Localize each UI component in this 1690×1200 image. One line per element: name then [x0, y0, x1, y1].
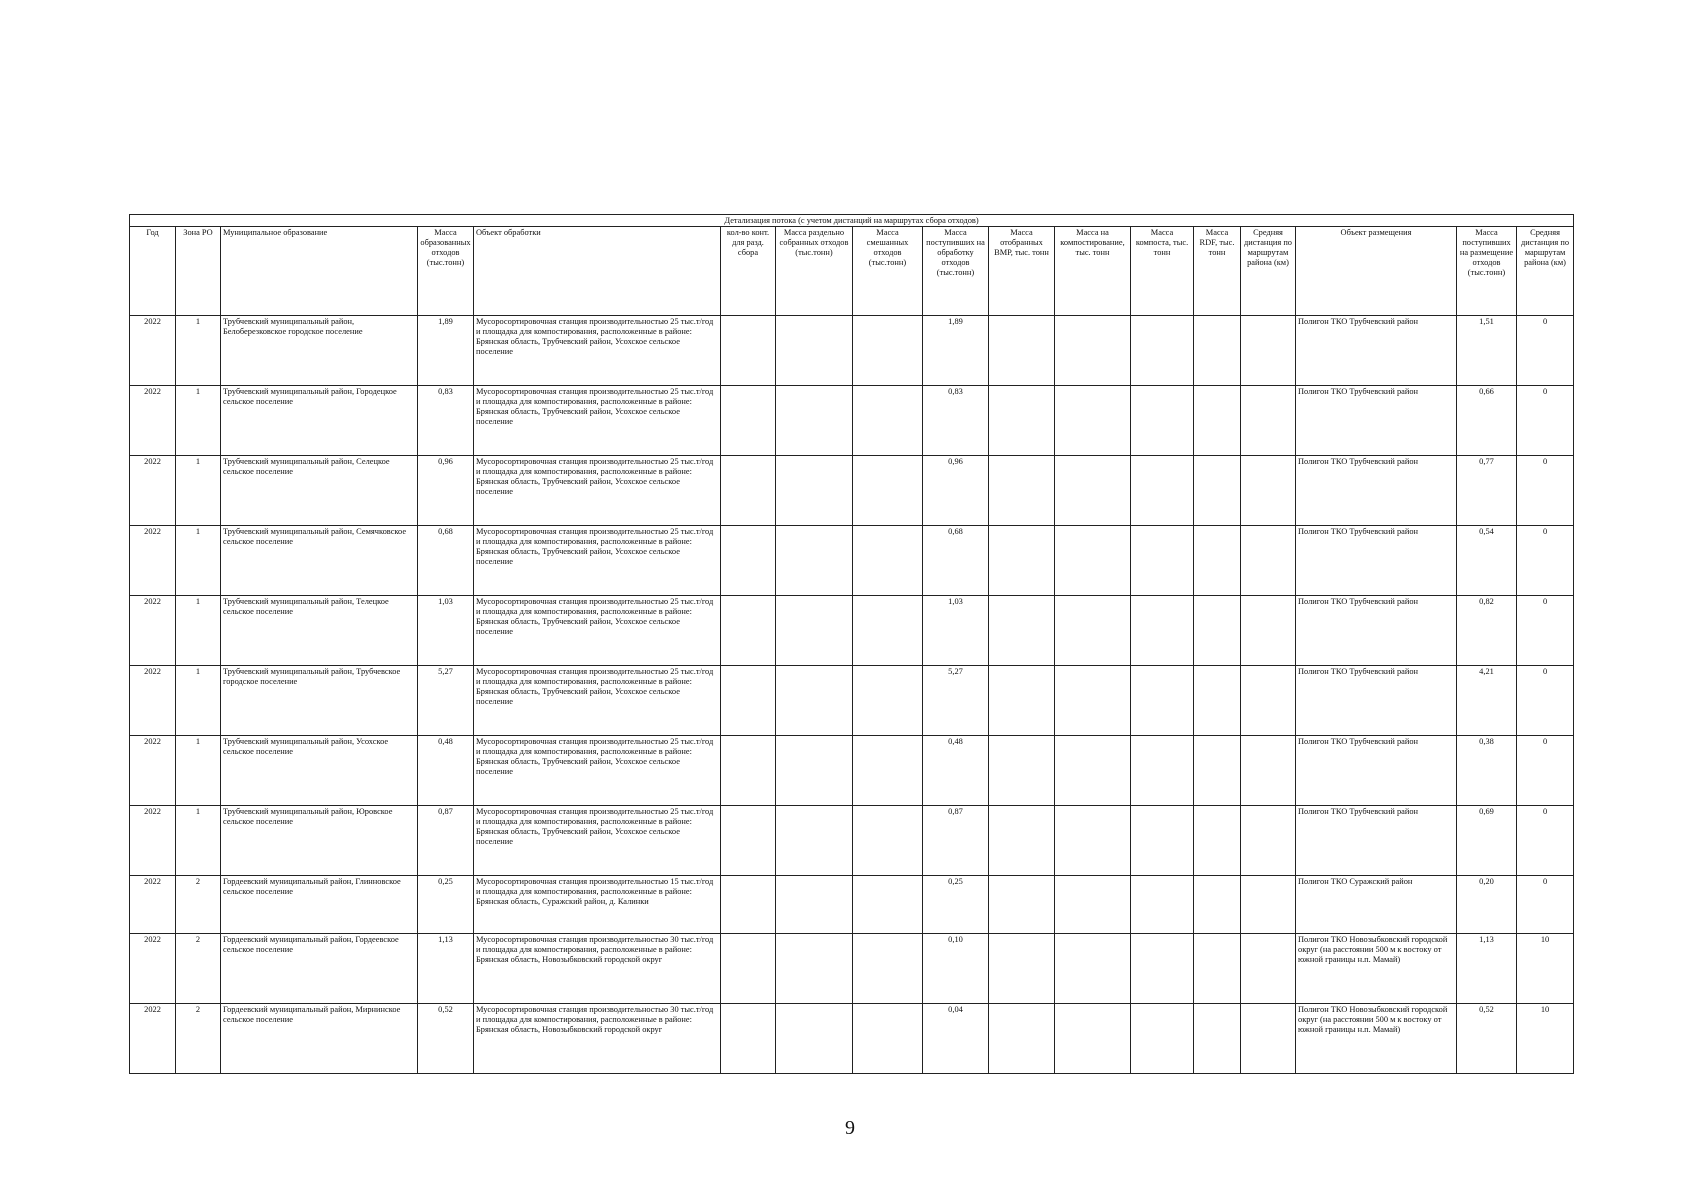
cell-received-mass: 0,10	[923, 934, 989, 1004]
cell-year: 2022	[130, 934, 176, 1004]
cell-avg-distance-1	[1241, 666, 1296, 736]
cell-avg-distance-2: 0	[1517, 596, 1574, 666]
cell-processing-object: Мусоросортировочная станция производительностью 25 тыс.т/год и площадка для компостирования, расположенные в районе: Брянская область, Трубчевский район, Усохское сельское поселение	[474, 736, 721, 806]
cell-zone: 1	[176, 806, 221, 876]
cell-containers	[721, 666, 776, 736]
cell-rdf-mass	[1194, 316, 1241, 386]
col-header-municipality: Муниципальное образование	[221, 227, 418, 316]
cell-mixed-mass	[853, 736, 923, 806]
cell-avg-distance-2: 10	[1517, 1004, 1574, 1074]
cell-avg-distance-1	[1241, 736, 1296, 806]
cell-municipality: Трубчевский муниципальный район, Юровское сельское поселение	[221, 806, 418, 876]
cell-compost-mass	[1131, 876, 1194, 934]
cell-avg-distance-2: 0	[1517, 876, 1574, 934]
cell-vmr-mass	[989, 736, 1055, 806]
cell-compost-in-mass	[1055, 386, 1131, 456]
cell-municipality: Трубчевский муниципальный район, Белоберезковское городское поселение	[221, 316, 418, 386]
cell-year: 2022	[130, 526, 176, 596]
col-header-generated-mass: Масса образованных отходов (тыс.тонн)	[418, 227, 474, 316]
cell-avg-distance-2: 0	[1517, 386, 1574, 456]
table-row	[130, 456, 1574, 526]
cell-generated-mass: 5,27	[418, 666, 474, 736]
cell-zone: 1	[176, 316, 221, 386]
cell-separate-mass	[776, 1004, 853, 1074]
cell-year: 2022	[130, 1004, 176, 1074]
col-header-avg-distance-1: Средняя дистанция по маршрутам района (км)	[1241, 227, 1296, 316]
col-header-mixed-mass: Масса смешанных отходов (тыс.тонн)	[853, 227, 923, 316]
cell-received-mass: 0,83	[923, 386, 989, 456]
cell-mixed-mass	[853, 806, 923, 876]
cell-generated-mass: 0,52	[418, 1004, 474, 1074]
cell-processing-object: Мусоросортировочная станция производительностью 30 тыс.т/год и площадка для компостирования, расположенные в районе: Брянская область, Новозыбковский городской округ	[474, 934, 721, 1004]
cell-rdf-mass	[1194, 1004, 1241, 1074]
cell-mixed-mass	[853, 386, 923, 456]
cell-mixed-mass	[853, 1004, 923, 1074]
cell-compost-mass	[1131, 934, 1194, 1004]
cell-compost-in-mass	[1055, 456, 1131, 526]
table-row	[130, 876, 1574, 934]
cell-generated-mass: 1,03	[418, 596, 474, 666]
cell-compost-in-mass	[1055, 666, 1131, 736]
cell-compost-in-mass	[1055, 736, 1131, 806]
cell-vmr-mass	[989, 456, 1055, 526]
cell-avg-distance-1	[1241, 386, 1296, 456]
cell-municipality: Трубчевский муниципальный район, Телецкое сельское поселение	[221, 596, 418, 666]
cell-avg-distance-1	[1241, 456, 1296, 526]
cell-municipality: Трубчевский муниципальный район, Селецкое сельское поселение	[221, 456, 418, 526]
cell-compost-in-mass	[1055, 806, 1131, 876]
cell-year: 2022	[130, 736, 176, 806]
cell-generated-mass: 0,68	[418, 526, 474, 596]
cell-received-mass: 0,68	[923, 526, 989, 596]
cell-placed-mass: 1,51	[1457, 316, 1517, 386]
cell-year: 2022	[130, 876, 176, 934]
table-row	[130, 316, 1574, 386]
cell-generated-mass: 1,89	[418, 316, 474, 386]
cell-containers	[721, 386, 776, 456]
cell-avg-distance-1	[1241, 876, 1296, 934]
cell-vmr-mass	[989, 316, 1055, 386]
col-header-avg-distance-2: Средняя дистанция по маршрутам района (км)	[1517, 227, 1574, 316]
cell-avg-distance-1	[1241, 806, 1296, 876]
cell-zone: 1	[176, 736, 221, 806]
cell-containers	[721, 876, 776, 934]
cell-processing-object: Мусоросортировочная станция производительностью 25 тыс.т/год и площадка для компостирования, расположенные в районе: Брянская область, Трубчевский район, Усохское сельское поселение	[474, 386, 721, 456]
cell-placed-mass: 0,38	[1457, 736, 1517, 806]
cell-avg-distance-1	[1241, 596, 1296, 666]
cell-avg-distance-2: 0	[1517, 316, 1574, 386]
cell-processing-object: Мусоросортировочная станция производительностью 25 тыс.т/год и площадка для компостирования, расположенные в районе: Брянская область, Трубчевский район, Усохское сельское поселение	[474, 316, 721, 386]
cell-placement-object: Полигон ТКО Трубчевский район	[1296, 386, 1457, 456]
cell-vmr-mass	[989, 876, 1055, 934]
cell-rdf-mass	[1194, 386, 1241, 456]
cell-mixed-mass	[853, 934, 923, 1004]
cell-compost-mass	[1131, 316, 1194, 386]
cell-compost-mass	[1131, 526, 1194, 596]
cell-zone: 2	[176, 1004, 221, 1074]
cell-processing-object: Мусоросортировочная станция производительностью 25 тыс.т/год и площадка для компостирования, расположенные в районе: Брянская область, Трубчевский район, Усохское сельское поселение	[474, 666, 721, 736]
cell-separate-mass	[776, 456, 853, 526]
cell-mixed-mass	[853, 526, 923, 596]
cell-rdf-mass	[1194, 456, 1241, 526]
cell-placed-mass: 0,77	[1457, 456, 1517, 526]
cell-year: 2022	[130, 806, 176, 876]
table-row	[130, 1004, 1574, 1074]
cell-placement-object: Полигон ТКО Трубчевский район	[1296, 526, 1457, 596]
cell-municipality: Трубчевский муниципальный район, Усохское сельское поселение	[221, 736, 418, 806]
cell-zone: 2	[176, 934, 221, 1004]
cell-rdf-mass	[1194, 666, 1241, 736]
cell-year: 2022	[130, 386, 176, 456]
cell-generated-mass: 0,48	[418, 736, 474, 806]
cell-separate-mass	[776, 666, 853, 736]
table-row	[130, 736, 1574, 806]
cell-separate-mass	[776, 596, 853, 666]
cell-placement-object: Полигон ТКО Новозыбковский городской округ (на расстоянии 500 м к востоку от южной границы н.п. Мамай)	[1296, 1004, 1457, 1074]
cell-rdf-mass	[1194, 596, 1241, 666]
cell-containers	[721, 456, 776, 526]
cell-municipality: Трубчевский муниципальный район, Городецкое сельское поселение	[221, 386, 418, 456]
cell-compost-in-mass	[1055, 526, 1131, 596]
cell-zone: 1	[176, 666, 221, 736]
cell-received-mass: 1,89	[923, 316, 989, 386]
cell-municipality: Гордеевский муниципальный район, Мирнинское сельское поселение	[221, 1004, 418, 1074]
cell-received-mass: 0,96	[923, 456, 989, 526]
cell-rdf-mass	[1194, 526, 1241, 596]
col-header-zone: Зона РО	[176, 227, 221, 316]
cell-containers	[721, 934, 776, 1004]
cell-received-mass: 0,04	[923, 1004, 989, 1074]
cell-processing-object: Мусоросортировочная станция производительностью 25 тыс.т/год и площадка для компостирования, расположенные в районе: Брянская область, Трубчевский район, Усохское сельское поселение	[474, 526, 721, 596]
cell-placement-object: Полигон ТКО Трубчевский район	[1296, 806, 1457, 876]
col-header-vmr-mass: Масса отобранных ВМР, тыс. тонн	[989, 227, 1055, 316]
cell-placement-object: Полигон ТКО Трубчевский район	[1296, 666, 1457, 736]
cell-avg-distance-1	[1241, 1004, 1296, 1074]
col-header-compost-in-mass: Масса на компостирование, тыс. тонн	[1055, 227, 1131, 316]
cell-generated-mass: 1,13	[418, 934, 474, 1004]
cell-separate-mass	[776, 876, 853, 934]
cell-placed-mass: 0,82	[1457, 596, 1517, 666]
cell-avg-distance-1	[1241, 526, 1296, 596]
cell-municipality: Гордеевский муниципальный район, Глинновское сельское поселение	[221, 876, 418, 934]
cell-avg-distance-1	[1241, 316, 1296, 386]
table-row	[130, 666, 1574, 736]
cell-compost-in-mass	[1055, 876, 1131, 934]
cell-year: 2022	[130, 316, 176, 386]
cell-compost-mass	[1131, 596, 1194, 666]
cell-received-mass: 0,87	[923, 806, 989, 876]
cell-processing-object: Мусоросортировочная станция производительностью 15 тыс.т/год и площадка для компостирования, расположенные в районе: Брянская область, Суражский район, д. Калинки	[474, 876, 721, 934]
cell-placed-mass: 0,52	[1457, 1004, 1517, 1074]
cell-rdf-mass	[1194, 876, 1241, 934]
cell-avg-distance-2: 0	[1517, 526, 1574, 596]
cell-vmr-mass	[989, 934, 1055, 1004]
cell-placement-object: Полигон ТКО Трубчевский район	[1296, 596, 1457, 666]
cell-rdf-mass	[1194, 736, 1241, 806]
cell-vmr-mass	[989, 666, 1055, 736]
col-header-processing-object: Объект обработки	[474, 227, 721, 316]
cell-year: 2022	[130, 666, 176, 736]
cell-containers	[721, 1004, 776, 1074]
cell-vmr-mass	[989, 806, 1055, 876]
cell-containers	[721, 736, 776, 806]
cell-containers	[721, 526, 776, 596]
cell-rdf-mass	[1194, 934, 1241, 1004]
cell-received-mass: 5,27	[923, 666, 989, 736]
cell-placement-object: Полигон ТКО Суражский район	[1296, 876, 1457, 934]
cell-avg-distance-2: 0	[1517, 456, 1574, 526]
cell-compost-mass	[1131, 736, 1194, 806]
cell-compost-in-mass	[1055, 596, 1131, 666]
table-row	[130, 596, 1574, 666]
cell-municipality: Трубчевский муниципальный район, Трубчевское городское поселение	[221, 666, 418, 736]
cell-received-mass: 0,48	[923, 736, 989, 806]
cell-compost-mass	[1131, 806, 1194, 876]
cell-generated-mass: 0,25	[418, 876, 474, 934]
cell-municipality: Гордеевский муниципальный район, Гордеевское сельское поселение	[221, 934, 418, 1004]
cell-mixed-mass	[853, 666, 923, 736]
cell-mixed-mass	[853, 456, 923, 526]
cell-avg-distance-2: 0	[1517, 806, 1574, 876]
cell-containers	[721, 316, 776, 386]
cell-processing-object: Мусоросортировочная станция производительностью 25 тыс.т/год и площадка для компостирования, расположенные в районе: Брянская область, Трубчевский район, Усохское сельское поселение	[474, 596, 721, 666]
cell-compost-in-mass	[1055, 1004, 1131, 1074]
col-header-received-mass: Масса поступивших на обработку отходов (тыс.тонн)	[923, 227, 989, 316]
cell-rdf-mass	[1194, 806, 1241, 876]
cell-year: 2022	[130, 456, 176, 526]
cell-zone: 1	[176, 596, 221, 666]
cell-generated-mass: 0,96	[418, 456, 474, 526]
cell-zone: 1	[176, 386, 221, 456]
cell-compost-mass	[1131, 1004, 1194, 1074]
table-row	[130, 386, 1574, 456]
cell-received-mass: 1,03	[923, 596, 989, 666]
cell-zone: 1	[176, 526, 221, 596]
cell-placed-mass: 0,66	[1457, 386, 1517, 456]
cell-processing-object: Мусоросортировочная станция производительностью 25 тыс.т/год и площадка для компостирования, расположенные в районе: Брянская область, Трубчевский район, Усохское сельское поселение	[474, 806, 721, 876]
col-header-separate-mass: Масса раздельно собранных отходов (тыс.тонн)	[776, 227, 853, 316]
cell-avg-distance-2: 10	[1517, 934, 1574, 1004]
cell-vmr-mass	[989, 596, 1055, 666]
waste-flow-table	[129, 214, 1574, 1074]
cell-separate-mass	[776, 526, 853, 596]
table-row	[130, 934, 1574, 1004]
cell-processing-object: Мусоросортировочная станция производительностью 25 тыс.т/год и площадка для компостирования, расположенные в районе: Брянская область, Трубчевский район, Усохское сельское поселение	[474, 456, 721, 526]
cell-compost-in-mass	[1055, 934, 1131, 1004]
cell-separate-mass	[776, 934, 853, 1004]
cell-placed-mass: 0,69	[1457, 806, 1517, 876]
cell-compost-in-mass	[1055, 316, 1131, 386]
cell-vmr-mass	[989, 386, 1055, 456]
cell-placed-mass: 0,54	[1457, 526, 1517, 596]
table-caption: Детализация потока (с учетом дистанций на маршрутах сбора отходов)	[130, 215, 1574, 227]
col-header-placement-object: Объект размещения	[1296, 227, 1457, 316]
page-number: 9	[845, 1117, 855, 1139]
cell-mixed-mass	[853, 316, 923, 386]
cell-processing-object: Мусоросортировочная станция производительностью 30 тыс.т/год и площадка для компостирования, расположенные в районе: Брянская область, Новозыбковский городской округ	[474, 1004, 721, 1074]
cell-placed-mass: 4,21	[1457, 666, 1517, 736]
col-header-compost-mass: Масса компоста, тыс. тонн	[1131, 227, 1194, 316]
cell-compost-mass	[1131, 386, 1194, 456]
cell-containers	[721, 596, 776, 666]
cell-vmr-mass	[989, 1004, 1055, 1074]
cell-avg-distance-2: 0	[1517, 736, 1574, 806]
cell-placement-object: Полигон ТКО Трубчевский район	[1296, 736, 1457, 806]
cell-compost-mass	[1131, 456, 1194, 526]
cell-placement-object: Полигон ТКО Трубчевский район	[1296, 456, 1457, 526]
cell-generated-mass: 0,87	[418, 806, 474, 876]
cell-zone: 2	[176, 876, 221, 934]
table-body	[130, 316, 1574, 1074]
cell-placed-mass: 1,13	[1457, 934, 1517, 1004]
col-header-rdf-mass: Масса RDF, тыс. тонн	[1194, 227, 1241, 316]
cell-separate-mass	[776, 736, 853, 806]
cell-separate-mass	[776, 386, 853, 456]
table-row	[130, 526, 1574, 596]
col-header-placed-mass: Масса поступивших на размещение отходов (тыс.тонн)	[1457, 227, 1517, 316]
cell-generated-mass: 0,83	[418, 386, 474, 456]
cell-avg-distance-2: 0	[1517, 666, 1574, 736]
cell-separate-mass	[776, 316, 853, 386]
table-row	[130, 806, 1574, 876]
cell-placement-object: Полигон ТКО Новозыбковский городской округ (на расстоянии 500 м к востоку от южной границы н.п. Мамай)	[1296, 934, 1457, 1004]
cell-vmr-mass	[989, 526, 1055, 596]
cell-mixed-mass	[853, 596, 923, 666]
cell-placement-object: Полигон ТКО Трубчевский район	[1296, 316, 1457, 386]
cell-zone: 1	[176, 456, 221, 526]
cell-received-mass: 0,25	[923, 876, 989, 934]
cell-containers	[721, 806, 776, 876]
header-row	[130, 227, 1574, 316]
col-header-year: Год	[130, 227, 176, 316]
cell-municipality: Трубчевский муниципальный район, Семячковское сельское поселение	[221, 526, 418, 596]
cell-mixed-mass	[853, 876, 923, 934]
col-header-containers: кол-во конт. для разд. сбора	[721, 227, 776, 316]
cell-separate-mass	[776, 806, 853, 876]
cell-compost-mass	[1131, 666, 1194, 736]
cell-avg-distance-1	[1241, 934, 1296, 1004]
cell-placed-mass: 0,20	[1457, 876, 1517, 934]
cell-year: 2022	[130, 596, 176, 666]
